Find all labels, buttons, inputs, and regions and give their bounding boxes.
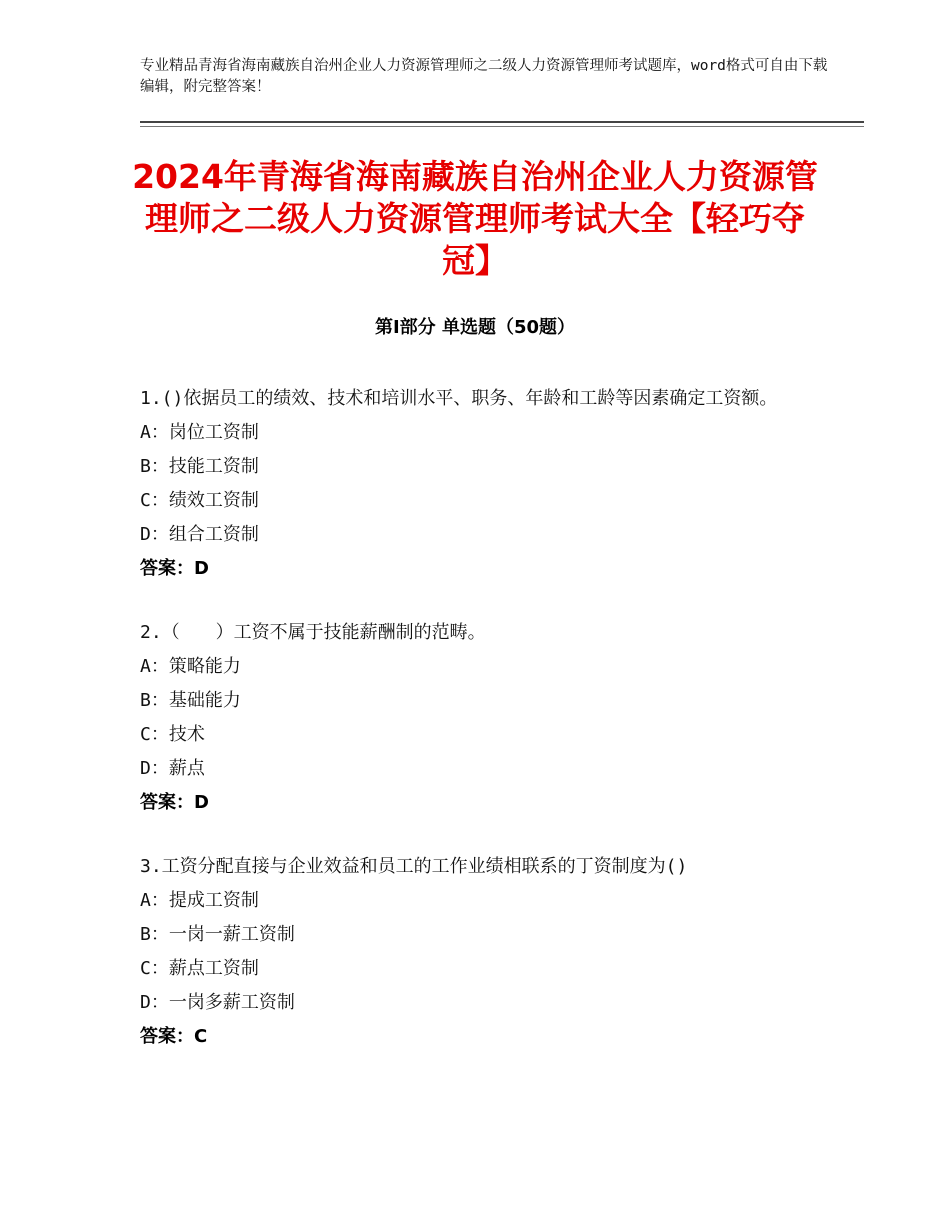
option-a: A：提成工资制: [140, 890, 259, 911]
document-title: 2024年青海省海南藏族自治州企业人力资源管理师之二级人力资源管理师考试大全【轻巧夺冠】: [132, 157, 818, 280]
question-list: [140, 382, 840, 1084]
header-divider-thick: [140, 121, 864, 123]
question-stem: 2.（ ）工资不属于技能薪酬制的范畴。: [140, 622, 486, 643]
question-stem: 3.工资分配直接与企业效益和员工的工作业绩相联系的丁资制度为(): [140, 856, 688, 877]
question-stem: 1.()依据员工的绩效、技术和培训水平、职务、年龄和工龄等因素确定工资额。: [140, 388, 778, 409]
option-a: A：策略能力: [140, 656, 241, 677]
option-d: D：一岗多薪工资制: [140, 992, 295, 1013]
question-3: [140, 850, 840, 1054]
header-divider-thin: [140, 126, 864, 127]
option-c: C：薪点工资制: [140, 958, 259, 979]
question-1: [140, 382, 840, 586]
option-b: B：一岗一薪工资制: [140, 924, 295, 945]
header-note: 专业精品青海省海南藏族自治州企业人力资源管理师之二级人力资源管理师考试题库，word格式可自由下载编辑，附完整答案！: [140, 58, 828, 95]
option-d: D：薪点: [140, 758, 205, 779]
option-c: C：技术: [140, 724, 205, 745]
option-c: C：绩效工资制: [140, 490, 259, 511]
option-d: D：组合工资制: [140, 524, 259, 545]
option-a: A：岗位工资制: [140, 422, 259, 443]
option-b: B：技能工资制: [140, 456, 259, 477]
answer-line: 答案：D: [140, 558, 209, 579]
answer-line: 答案：C: [140, 1026, 208, 1047]
option-b: B：基础能力: [140, 690, 241, 711]
question-2: [140, 616, 840, 820]
section-title: 第Ⅰ部分 单选题（50题）: [374, 317, 575, 338]
answer-line: 答案：D: [140, 792, 209, 813]
